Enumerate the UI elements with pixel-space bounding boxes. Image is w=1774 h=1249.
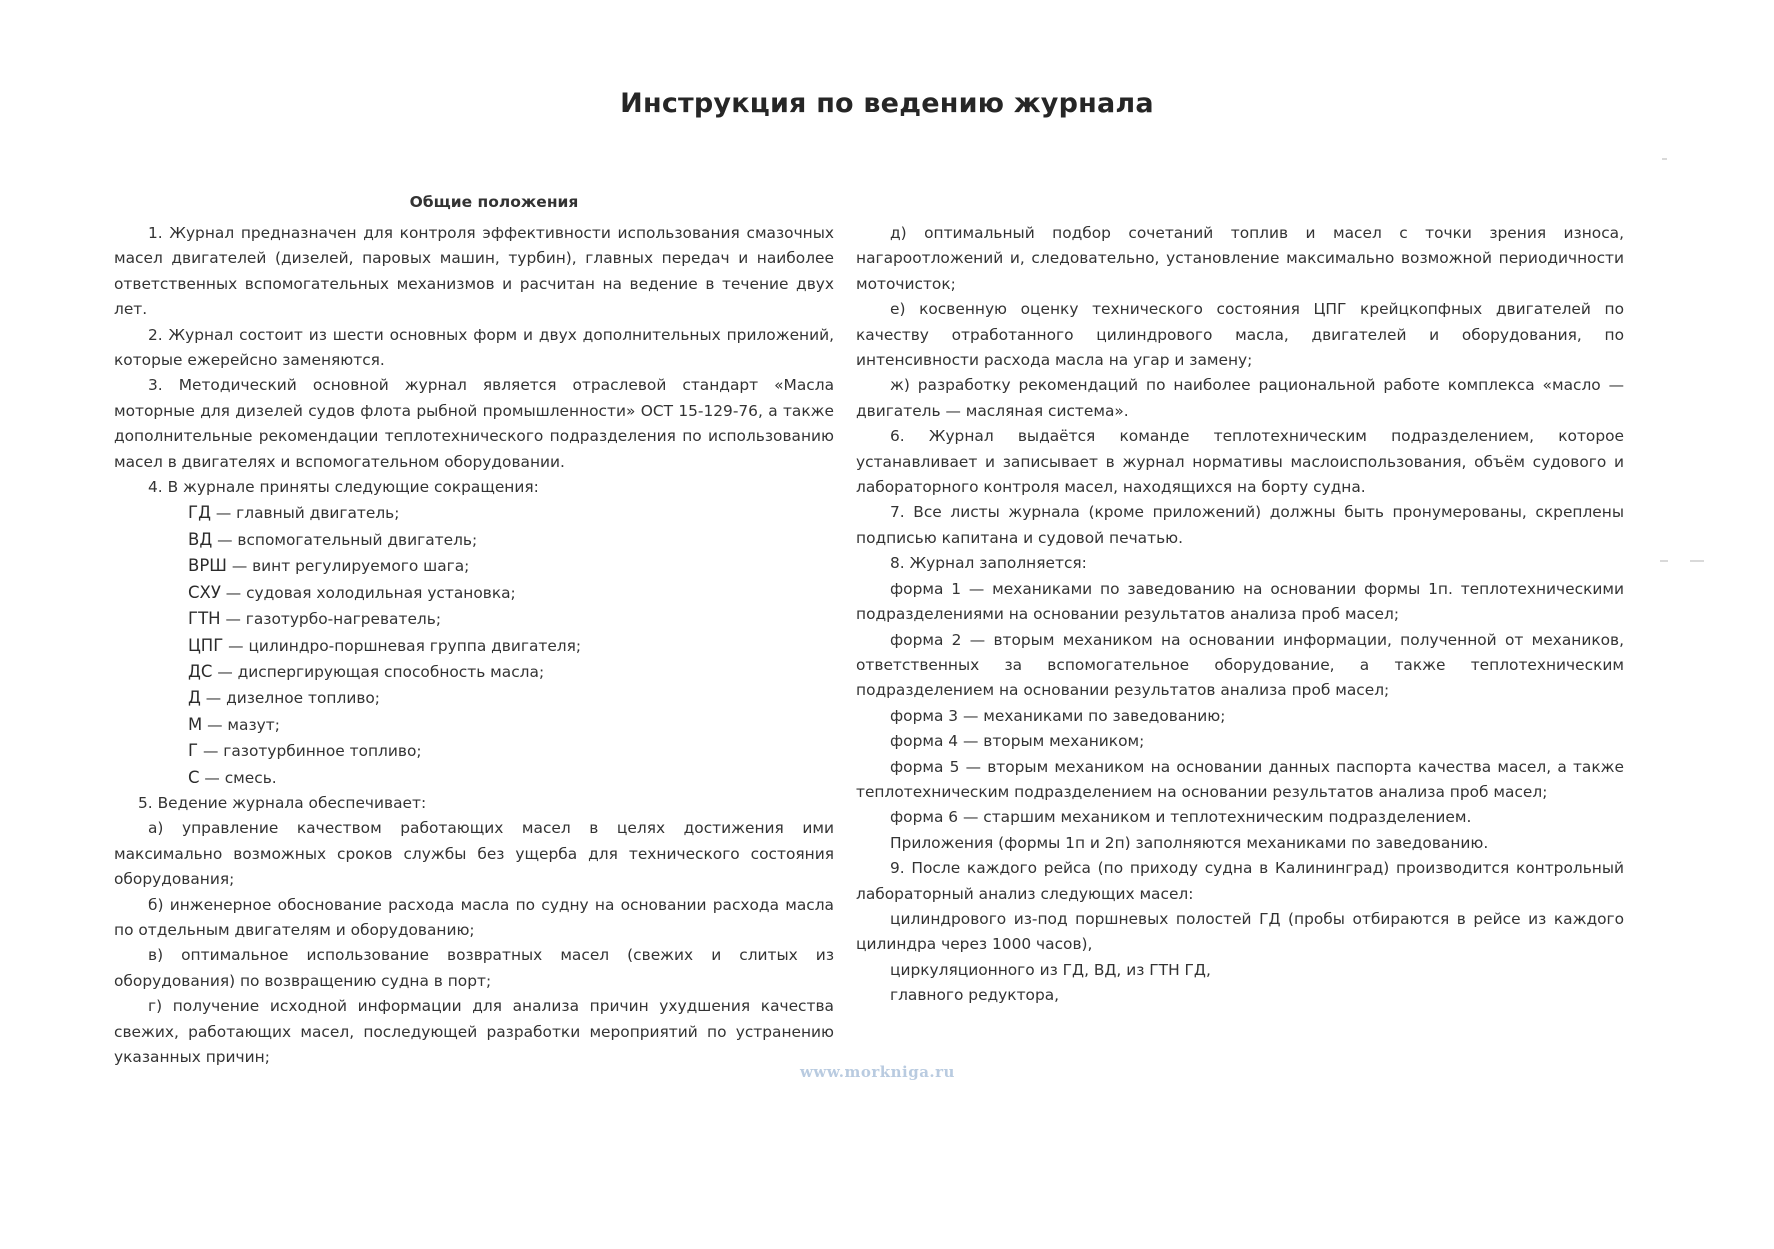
abbreviation-list [114,500,834,790]
abbreviation-value: — дизелное топливо; [200,689,380,708]
paragraph-5d: д) оптимальный подбор сочетаний топлив и масел с точки зрения износа, нагароотложений и, следовательно, установление максимально возможной периодичности моточисток; [856,224,1624,293]
abbreviation-value: — газотурбинное топливо; [198,742,422,761]
paragraph-9: 9. После каждого рейса (по приходу судна в Калининград) производится контрольный лабораторный анализ следующих масел: [856,859,1624,903]
abbreviation-value: — газотурбо-нагреватель; [220,610,442,629]
abbreviation-item [114,553,834,579]
abbreviation-key: ВД [188,529,213,549]
left-column [114,190,834,1070]
section-heading: Общие положения [409,193,579,211]
abbreviation-key: ГТН [188,609,221,629]
abbreviation-value: — вспомогательный двигатель; [212,530,478,549]
abbreviation-value: — винт регулируемого шага; [226,557,470,576]
abbreviation-key: ДС [188,661,213,681]
abbreviation-key: Д [188,688,201,708]
abbreviation-item [114,527,834,553]
abbreviation-item [114,580,834,606]
paragraph-5: 5. Ведение журнала обеспечивает: [138,793,427,812]
paragraph-1: 1. Журнал предназначен для контроля эффективности использования смазочных масел двигателей (дизелей, паровых машин, турбин), главных передач и наиболее ответственных вспомогательных механизмов и расчитан на ведение в течение двух лет. [114,224,834,319]
watermark: www.morkniga.ru [800,1063,955,1081]
paragraph-5g: г) получение исходной информации для анализа причин ухудшения качества свежих, работающих масел, последующей разработки мероприятий по устранению указанных причин; [114,997,834,1066]
abbreviation-value: — главный двигатель; [210,504,400,523]
form-2-item: форма 2 — вторым механиком на основании информации, полученной от механиков, ответственных за вспомогательное оборудование, а также теплотехническим подразделением на основании результатов анализа проб масел; [856,630,1624,700]
abbreviation-item [114,712,834,738]
oil-sample-gearbox: главного редуктора, [890,986,1060,1005]
abbreviation-item [114,765,834,791]
paragraph-7: 7. Все листы журнала (кроме приложений) должны быть пронумерованы, скреплены подписью капитана и судовой печатью. [856,503,1624,547]
abbreviation-key: ГД [188,503,211,523]
document-title: Инструкция по ведению журнала [620,88,1154,119]
scan-speck [1660,560,1668,562]
paragraph-5b: б) инженерное обоснование расхода масла по судну на основании расхода масла по отдельным двигателям и оборудованию; [114,895,834,939]
abbreviation-value: — мазут; [202,715,280,734]
paragraph-5zh: ж) разработку рекомендаций по наиболее рациональной работе комплекса «масло — двигатель — масляная система». [856,376,1624,420]
form-6-item: форма 6 — старшим механиком и теплотехническим подразделением. [890,808,1472,827]
form-3-item: форма 3 — механиками по заведованию; [890,706,1226,725]
form-1-item: форма 1 — механиками по заведованию на основании формы 1п. теплотехническими подразделениями на основании результатов анализа проб масел; [856,579,1624,624]
abbreviation-item [114,606,834,632]
form-4-item: форма 4 — вторым механиком; [890,732,1145,751]
abbreviation-value: — цилиндро-поршневая группа двигателя; [223,636,582,655]
paragraph-8: 8. Журнал заполняется: [890,554,1087,573]
paragraph-5e: е) косвенную оценку технического состояния ЦПГ крейцкопфных двигателей по качеству отработанного цилиндрового масла, двигателей и оборудования, по интенсивности расхода масла на угар и замену; [856,300,1624,370]
paragraph-5a: а) управление качеством работающих масел в целях достижения ими максимально возможных сроков службы без ущерба для технического состояния оборудования; [114,819,834,889]
paragraph-6: 6. Журнал выдаётся команде теплотехническим подразделением, которое устанавливает и записывает в журнал нормативы маслоиспользования, объём судового и лабораторного контроля масел, находящихся на борту судна. [856,427,1624,497]
abbreviation-key: СХУ [188,582,221,602]
abbreviation-key: М [188,714,203,734]
scan-speck [1690,560,1704,562]
paragraph-2: 2. Журнал состоит из шести основных форм и двух дополнительных приложений, которые ежерейсно заменяются. [114,325,834,370]
right-column [856,221,1624,1009]
paragraph-5v: в) оптимальное использование возвратных масел (свежих и слитых из оборудования) по возвращению судна в порт; [114,946,834,990]
abbreviation-value: — судовая холодильная установка; [220,583,516,602]
abbreviation-item [114,500,834,526]
paragraph-4: 4. В журнале приняты следующие сокращения: [148,478,539,497]
abbreviation-value: — диспергирующая способность масла; [212,662,545,681]
abbreviation-key: ЦПГ [188,635,224,655]
oil-sample-circulation: циркуляционного из ГД, ВД, из ГТН ГД, [890,960,1211,979]
appendix-note: Приложения (формы 1п и 2п) заполняются механиками по заведованию. [890,833,1489,852]
abbreviation-value: — смесь. [199,768,277,787]
abbreviation-item [114,633,834,659]
abbreviation-key: С [188,767,200,787]
abbreviation-key: Г [188,741,199,761]
abbreviation-key: ВРШ [188,556,227,576]
oil-sample-cylinder: цилиндрового из-под поршневых полостей ГД (пробы отбираются в рейсе из каждого цилиндра через 1000 часов), [856,909,1624,954]
abbreviation-item [114,738,834,764]
form-5-item: форма 5 — вторым механиком на основании данных паспорта качества масел, а также теплотехническим подразделением на основании результатов анализа проб масел; [856,757,1624,801]
paragraph-3: 3. Методический основной журнал является отраслевой стандарт «Масла моторные для дизелей судов флота рыбной промышленности» ОСТ 15-129-76, а также дополнительные рекомендации теплотехнического подразделения по использованию масел в двигателях и вспомогательном оборудовании. [114,376,834,471]
abbreviation-item [114,685,834,711]
scan-speck [1662,158,1667,160]
abbreviation-item [114,659,834,685]
